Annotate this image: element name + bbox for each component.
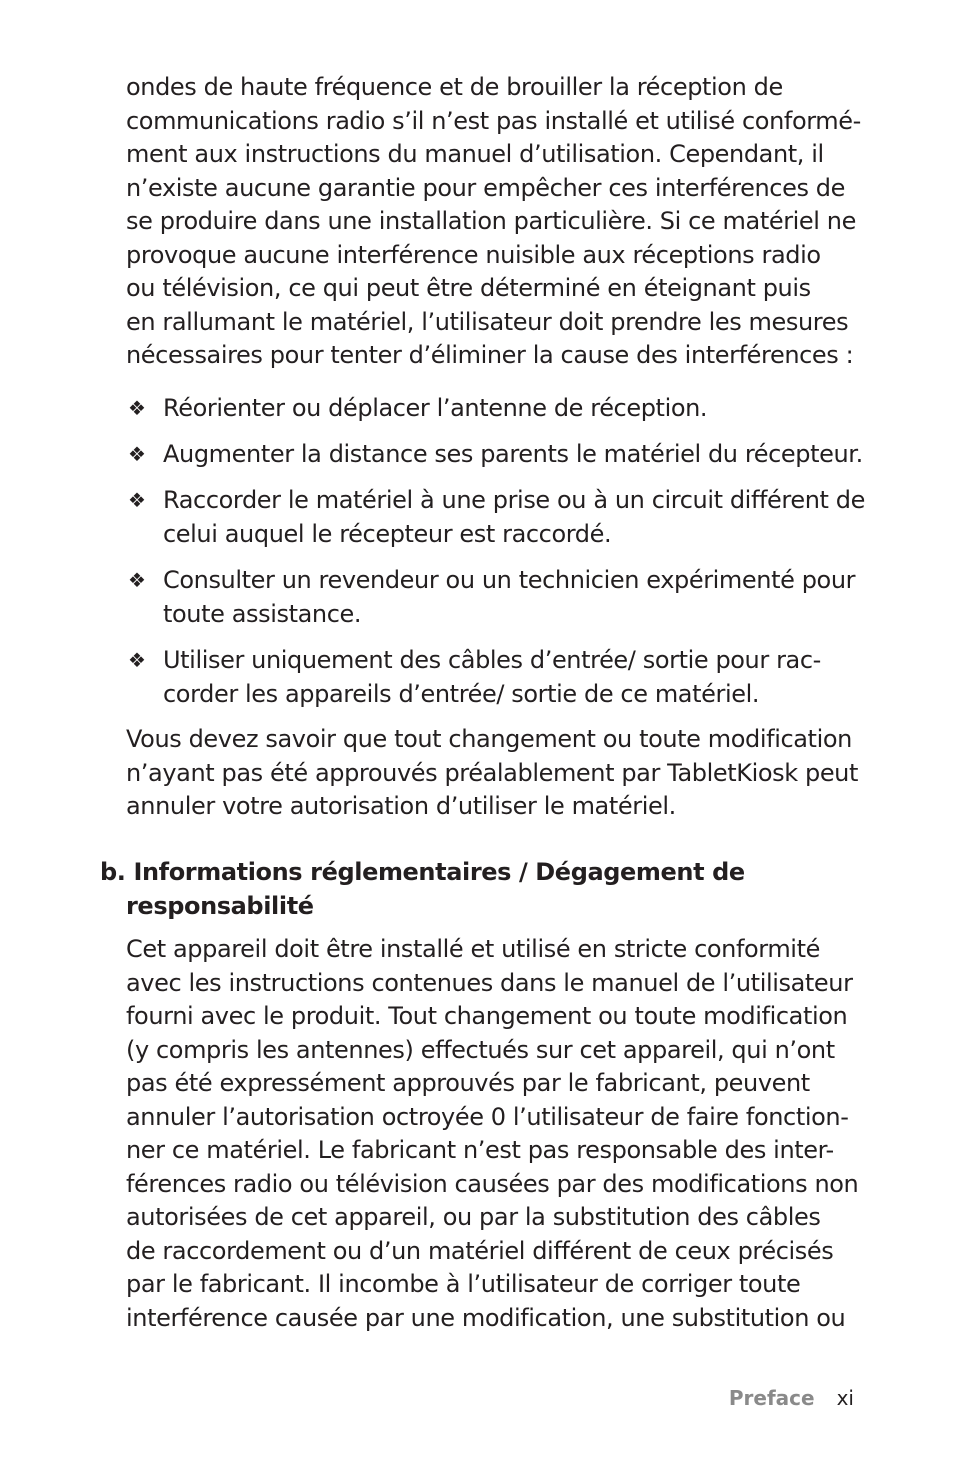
text-line: ment aux instructions du manuel d’utilisation. Cependant, il <box>126 140 824 168</box>
diamond-cross-bullet-icon: ❖ <box>128 568 146 592</box>
text-line: communications radio s’il n’est pas installé et utilisé conformé- <box>126 106 861 135</box>
bullet-text-line: Raccorder le matériel à une prise ou à un circuit différent de <box>163 486 865 514</box>
diamond-cross-bullet-icon: ❖ <box>128 648 146 672</box>
bullet-text-line: Utiliser uniquement des câbles d’entrée/ sortie pour rac- <box>163 646 821 674</box>
text-line: se produire dans une installation particulière. Si ce matériel ne <box>126 207 856 235</box>
bullet-text-line: celui auquel le récepteur est raccordé. <box>163 519 612 548</box>
text-line: n’ayant pas été approuvés préalablement par TabletKiosk peut <box>126 758 859 787</box>
text-line: pas été expressément approuvés par le fabricant, peuvent <box>126 1069 810 1097</box>
text-line: ner ce matériel. Le fabricant n’est pas responsable des inter- <box>126 1136 834 1164</box>
text-line: interférence causée par une modification, une substitution ou <box>126 1303 846 1332</box>
bullet-text-line: Augmenter la distance ses parents le matériel du récepteur. <box>163 440 863 468</box>
bullet-text-line: Consulter un revendeur ou un technicien expérimenté pour <box>163 566 856 594</box>
text-line: nécessaires pour tenter d’éliminer la cause des interférences : <box>126 341 854 369</box>
page-footer <box>729 1384 854 1412</box>
diamond-cross-bullet-icon: ❖ <box>128 396 146 420</box>
bullet-text-line: corder les appareils d’entrée/ sortie de ce matériel. <box>163 679 760 708</box>
section-heading-line: b. Informations réglementaires / Dégagement de <box>100 858 745 886</box>
diamond-cross-bullet-icon: ❖ <box>128 488 146 512</box>
text-line: n’existe aucune garantie pour empêcher ces interférences de <box>126 173 845 202</box>
text-line: par le fabricant. Il incombe à l’utilisateur de corriger toute <box>126 1270 801 1298</box>
bullet-text-line: Réorienter ou déplacer l’antenne de réception. <box>163 394 708 422</box>
text-line: Vous devez savoir que tout changement ou toute modification <box>126 725 852 753</box>
text-line: autorisées de cet appareil, ou par la substitution des câbles <box>126 1203 821 1231</box>
text-line: férences radio ou télévision causées par des modifications non <box>126 1169 859 1198</box>
text-line: annuler votre autorisation d’utiliser le matériel. <box>126 792 676 820</box>
text-line: Cet appareil doit être installé et utilisé en stricte conformité <box>126 935 820 963</box>
text-line: de raccordement ou d’un matériel différent de ceux précisés <box>126 1236 834 1265</box>
page-number: xi <box>836 1386 854 1410</box>
text-line: fourni avec le produit. Tout changement ou toute modification <box>126 1002 848 1030</box>
bullet-text-line: toute assistance. <box>163 599 362 628</box>
text-line: avec les instructions contenues dans le manuel de l’utilisateur <box>126 968 853 997</box>
footer-section-label: Preface <box>728 1386 815 1410</box>
text-line: annuler l’autorisation octroyée 0 l’utilisateur de faire fonction- <box>126 1102 849 1131</box>
section-heading-line: responsabilité <box>126 891 314 920</box>
text-line: ondes de haute fréquence et de brouiller la réception de <box>126 73 783 101</box>
text-line: ou télévision, ce qui peut être déterminé en éteignant puis <box>126 274 811 302</box>
diamond-cross-bullet-icon: ❖ <box>128 442 146 466</box>
text-line: en rallumant le matériel, l’utilisateur doit prendre les mesures <box>126 307 849 336</box>
text-line: provoque aucune interférence nuisible aux réceptions radio <box>126 240 821 269</box>
text-line: (y compris les antennes) effectués sur cet appareil, qui n’ont <box>126 1035 835 1064</box>
